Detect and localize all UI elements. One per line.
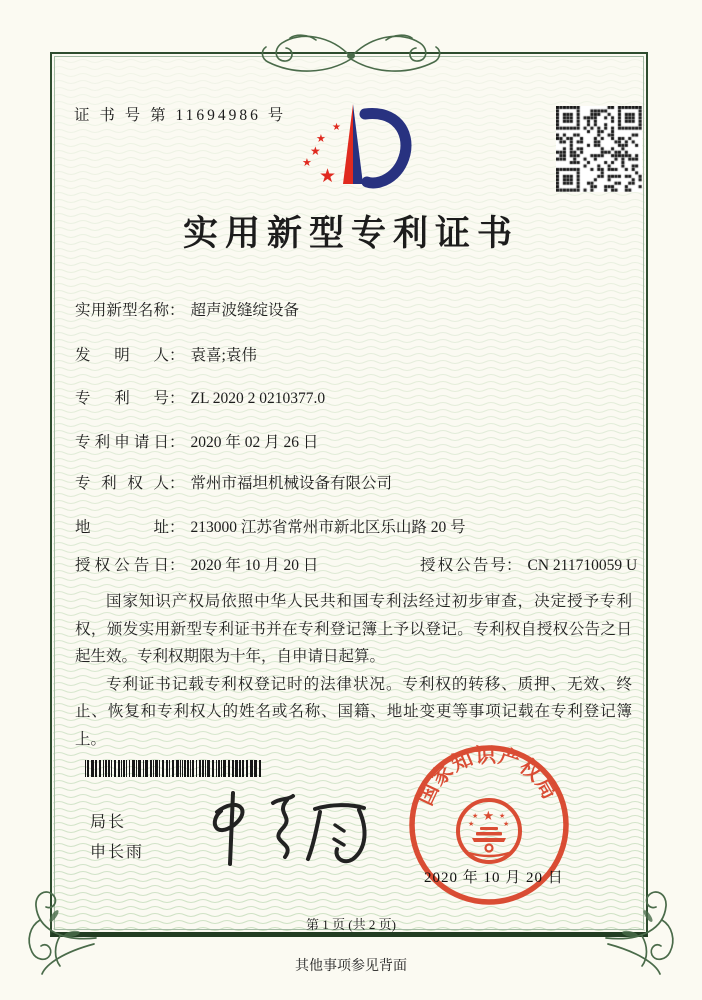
field-value: 袁喜;袁伟 xyxy=(190,347,257,364)
svg-text:★: ★ xyxy=(503,820,510,828)
signer-block xyxy=(90,808,144,868)
handwritten-signature-icon xyxy=(203,788,373,873)
svg-text:★: ★ xyxy=(310,144,321,158)
field-value: 2020 年 10 月 20 日 xyxy=(190,557,319,574)
certificate-number: 证 书 号 第 11694986 号 xyxy=(74,107,287,124)
field-label: 专利权人 xyxy=(75,475,169,492)
field-row-utility-model-name: 实用新型名称： 超声波缝绽设备 xyxy=(75,298,635,320)
field-row-patent-number: 专利号： ZL 2020 2 0210377.0 xyxy=(75,386,635,408)
field-row-address: 地址： 213000 江苏省常州市新北区乐山路 20 号 xyxy=(75,515,635,537)
field-label: 地址 xyxy=(75,519,169,536)
field-row-patentee: 专利权人： 常州市福坦机械设备有限公司 xyxy=(75,471,635,493)
field-label: 授权公告日 xyxy=(75,557,169,574)
svg-text:★: ★ xyxy=(316,132,326,145)
svg-text:★: ★ xyxy=(332,122,341,133)
page-number: 第 1 页 (共 2 页) xyxy=(306,917,396,932)
field-value: 超声波缝绽设备 xyxy=(190,302,300,319)
seal-ring-text: 国家知识产权局 xyxy=(412,742,563,809)
qr-code xyxy=(556,106,642,192)
svg-text:★: ★ xyxy=(302,156,312,169)
field-label: 专利申请日 xyxy=(75,434,169,451)
cnipa-logo-icon xyxy=(286,84,416,202)
certificate-title: 实用新型专利证书 xyxy=(182,214,519,253)
seal-date: 2020 年 10 月 20 日 xyxy=(424,870,564,886)
field-value: ZL 2020 2 0210377.0 xyxy=(190,390,326,407)
field-grant-number: 授权公告号： CN 211710059 U xyxy=(420,553,637,575)
svg-text:★: ★ xyxy=(468,820,475,828)
legal-paragraph-2: 专利证书记载专利权登记时的法律状况。专利权的转移、质押、无效、终止、恢复和专利权人的姓名或名称、国籍、地址变更等事项记载在专利登记簿上。 xyxy=(75,675,632,748)
legal-text-block xyxy=(75,588,632,753)
legal-paragraph-1: 国家知识产权局依照中华人民共和国专利法经过初步审查，决定授予专利权，颁发实用新型专利证书并在专利登记簿上予以登记。专利权自授权公告之日起生效。专利权期限为十年，自申请日起算。 xyxy=(75,593,632,665)
svg-text:★: ★ xyxy=(472,812,479,820)
signer-title: 局长 xyxy=(90,814,127,831)
field-label: 实用新型名称 xyxy=(75,302,169,319)
svg-text:★: ★ xyxy=(482,809,495,824)
top-center-flourish-ornament xyxy=(256,29,446,77)
signer-name: 申长雨 xyxy=(90,844,145,861)
svg-text:★: ★ xyxy=(499,812,506,820)
back-side-note: 其他事项参见背面 xyxy=(295,959,407,974)
field-value: CN 211710059 U xyxy=(527,557,638,574)
field-value: 常州市福坦机械设备有限公司 xyxy=(190,475,393,492)
field-row-filing-date: 专利申请日： 2020 年 02 月 26 日 xyxy=(75,430,635,452)
field-label: 授权公告号 xyxy=(420,557,506,574)
svg-text:★: ★ xyxy=(319,165,337,187)
field-value: 213000 江苏省常州市新北区乐山路 20 号 xyxy=(190,519,466,536)
field-label: 发明人 xyxy=(75,347,169,364)
field-row-inventor: 发明人： 袁喜;袁伟 xyxy=(75,343,635,365)
barcode xyxy=(85,760,267,777)
field-row-grant-date-and-number: 授权公告日： 2020 年 10 月 20 日 授权公告号： CN 211710059 U xyxy=(75,553,635,575)
field-value: 2020 年 02 月 26 日 xyxy=(190,434,319,451)
national-emblem-icon xyxy=(458,800,520,862)
field-label: 专利号 xyxy=(75,390,169,407)
